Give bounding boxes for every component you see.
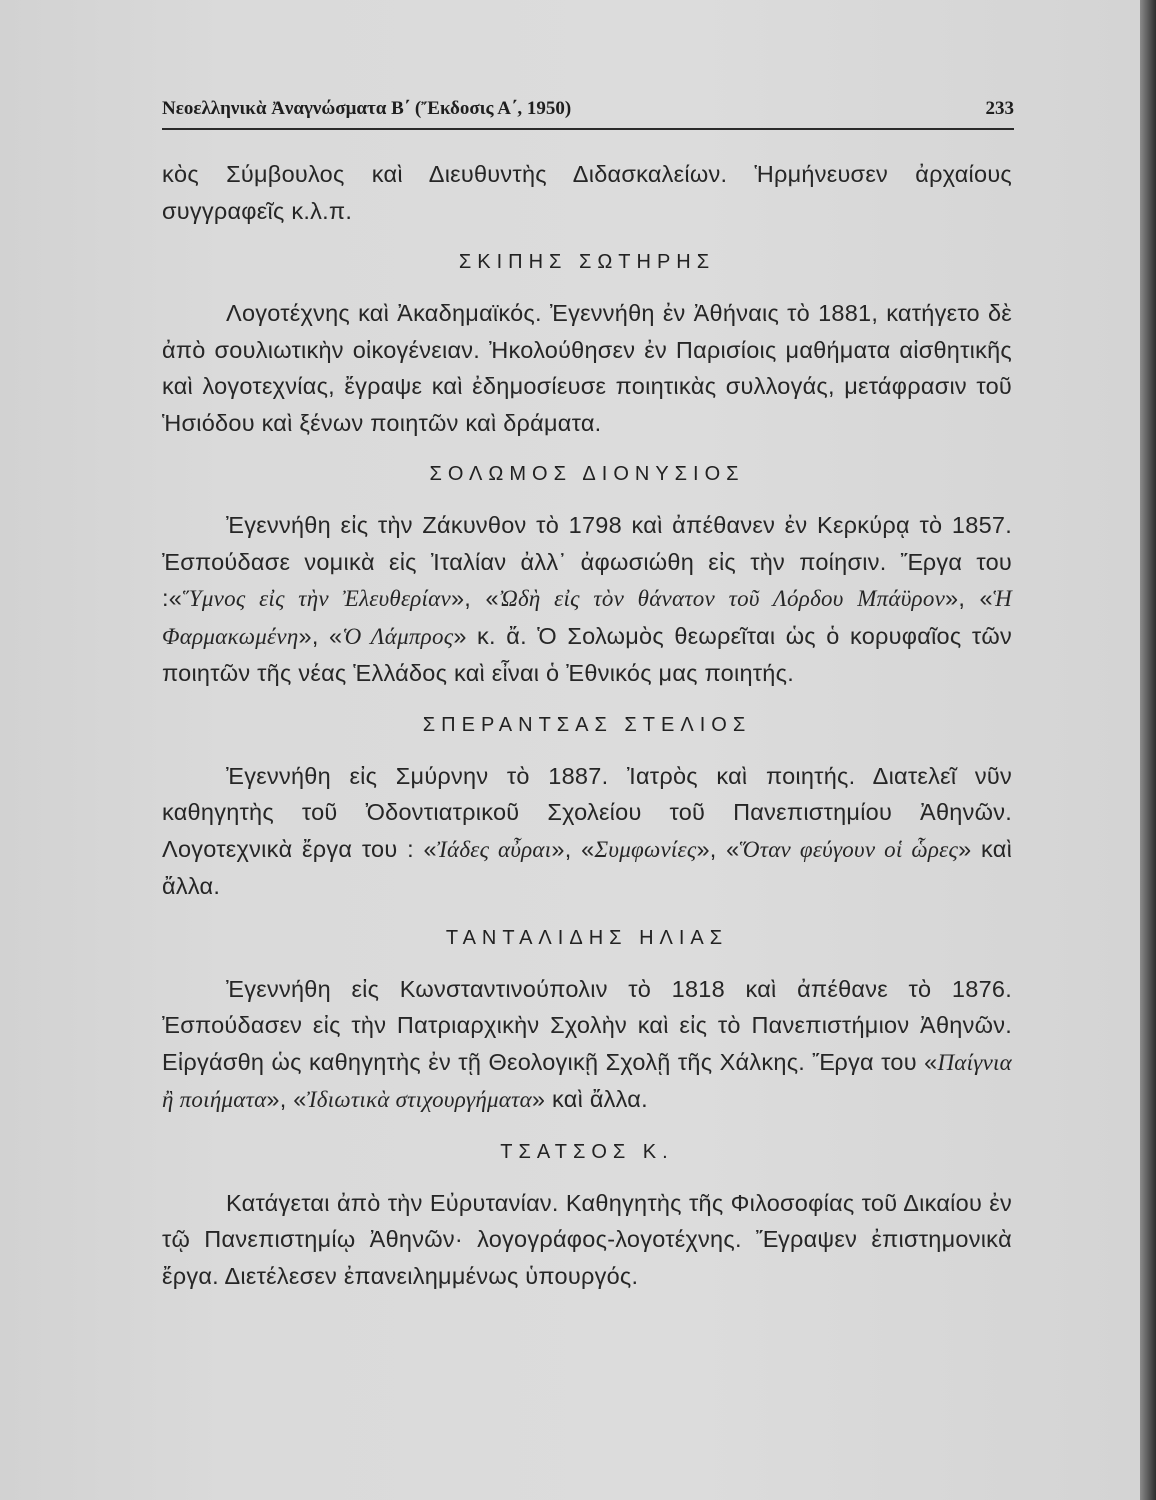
work-title: Ἰδιωτικὰ στιχουργήματα (306, 1087, 532, 1112)
work-title: Ἡ Φαρμακωμένη (162, 586, 1012, 649)
entry-heading: ΣΚΙΠΗΣ ΣΩΤΗΡΗΣ (458, 251, 716, 273)
text-run: » κ. ἄ. Ὁ Σολωμὸς θεωρεῖται ὡς ὁ κορυφαῖος τῶν ποιητῶν τῆς νέας Ἑλλάδος καὶ εἶναι ὁ Ἐθνικός μας ποιητής. (162, 622, 1012, 686)
entry-sperantsas-stelios (162, 708, 1012, 905)
text-run: », « (945, 585, 993, 611)
entry-heading: ΤΑΝΤΑΛΙΔΗΣ ΗΛΙΑΣ (445, 926, 729, 949)
work-title: Ὁ Λάμπρος (342, 623, 454, 649)
entry-paragraph (162, 971, 1012, 1119)
text-run: », « (450, 585, 499, 611)
entry-heading: ΣΟΛΩΜΟΣ ΔΙΟΝΥΣΙΟΣ (429, 463, 745, 485)
page-body (162, 156, 1012, 1294)
text-run: » καὶ ἄλλα. (162, 835, 1013, 899)
entry-paragraph (162, 758, 1012, 905)
text-run: », « (266, 1086, 307, 1112)
text-run: Ἐγεννήθη εἰς τὴν Ζάκυνθον τὸ 1798 καὶ ἀπέθανεν ἐν Κερκύρᾳ τὸ 1857. Ἐσπούδασε νομικὰ εἰς Ἰταλίαν ἀλλ᾽ ἀφωσιώθη εἰς τὴν ποίησιν. Ἔργα του :« (162, 512, 1012, 611)
work-title: Ὕμνος εἰς τὴν Ἐλευθερίαν (182, 586, 451, 611)
text-run: », « (696, 835, 740, 862)
entry-heading: ΤΣΑΤΣΟΣ Κ. (500, 1140, 674, 1163)
work-title: Παίγνια ἢ ποιήματα (162, 1049, 1012, 1112)
work-title: Ὠδὴ εἰς τὸν θάνατον τοῦ Λόρδου Μπάϋρον (498, 586, 946, 611)
entry-tantalidis-ilias (162, 921, 1012, 1119)
entry-paragraph: Κατάγεται ἀπὸ τὴν Εὐρυτανίαν. Καθηγητὴς τῆς Φιλοσοφίας τοῦ Δικαίου ἐν τῷ Πανεπιστημίῳ Ἀθηνῶν· λογογράφος-λογοτέχνης. Ἔγραψεν ἐπιστημονικὰ ἔργα. Διετέλεσεν ἐπανειλημμένως ὑπουργός. (162, 1189, 1012, 1289)
text-run: Ἐγεννήθη εἰς Σμύρνην τὸ 1887. Ἰατρὸς καὶ ποιητής. Διατελεῖ νῦν καθηγητὴς τοῦ Ὀδοντιατρικοῦ Σχολείου τοῦ Πανεπιστημίου Ἀθηνῶν. Λογοτεχνικὰ ἔργα του : « (162, 762, 1012, 862)
entry-paragraph: Λογοτέχνης καὶ Ἀκαδημαϊκός. Ἐγεννήθη ἐν Ἀθήναις τὸ 1881, κατήγετο δὲ ἀπὸ σουλιωτικὴν οἰκογένειαν. Ἠκολούθησεν ἐν Παρισίοις μαθήματα αἰσθητικῆς καὶ λογοτεχνίας, ἔγραψε καὶ ἐδημοσίευσε ποιητικὰς συλλογάς, μετάφρασιν τοῦ Ἡσιόδου καὶ ξένων ποιητῶν καὶ δράματα. (162, 300, 1012, 436)
entry-skipis-sotiris (162, 245, 1012, 441)
entry-paragraph (162, 507, 1012, 692)
continuation-paragraph: κὸς Σύμβουλος καὶ Διευθυντὴς Διδασκαλείων. Ἡρμήνευσεν ἀρχαίους συγγραφεῖς κ.λ.π. (162, 161, 1012, 224)
entry-solomos-dionysios (162, 457, 1012, 692)
work-title: Ἰάδες αὖραι (436, 836, 552, 862)
text-run: », « (551, 835, 595, 862)
work-title: Ὅταν φεύγουν οἱ ὧρες (739, 836, 959, 862)
text-run: Ἐγεννήθη εἰς Κωνσταντινούπολιν τὸ 1818 καὶ ἀπέθανε τὸ 1876. Ἐσπούδασεν εἰς τὴν Πατριαρχικὴν Σχολὴν καὶ εἰς τὸ Πανεπιστήμιον Ἀθηνῶν. Εἰργάσθη ὡς καθηγητὴς ἐν τῇ Θεολογικῇ Σχολῇ τῆς Χάλκης. Ἔργα του « (162, 975, 1012, 1075)
page-edge-shadow (1140, 0, 1156, 1500)
entry-tsatsos-k (162, 1135, 1012, 1295)
work-title: Συμφωνίες (594, 836, 697, 862)
running-head (162, 92, 1014, 130)
book-title: Νεοελληνικὰ Ἀναγνώσματα Β΄ (Ἔκδοσις Α΄, 1950) (162, 98, 572, 119)
text-run: », « (298, 622, 343, 649)
text-run: » καὶ ἄλλα. (531, 1086, 648, 1112)
entry-heading: ΣΠΕΡΑΝΤΣΑΣ ΣΤΕΛΙΟΣ (422, 713, 752, 736)
page-number: 233 (985, 98, 1014, 119)
